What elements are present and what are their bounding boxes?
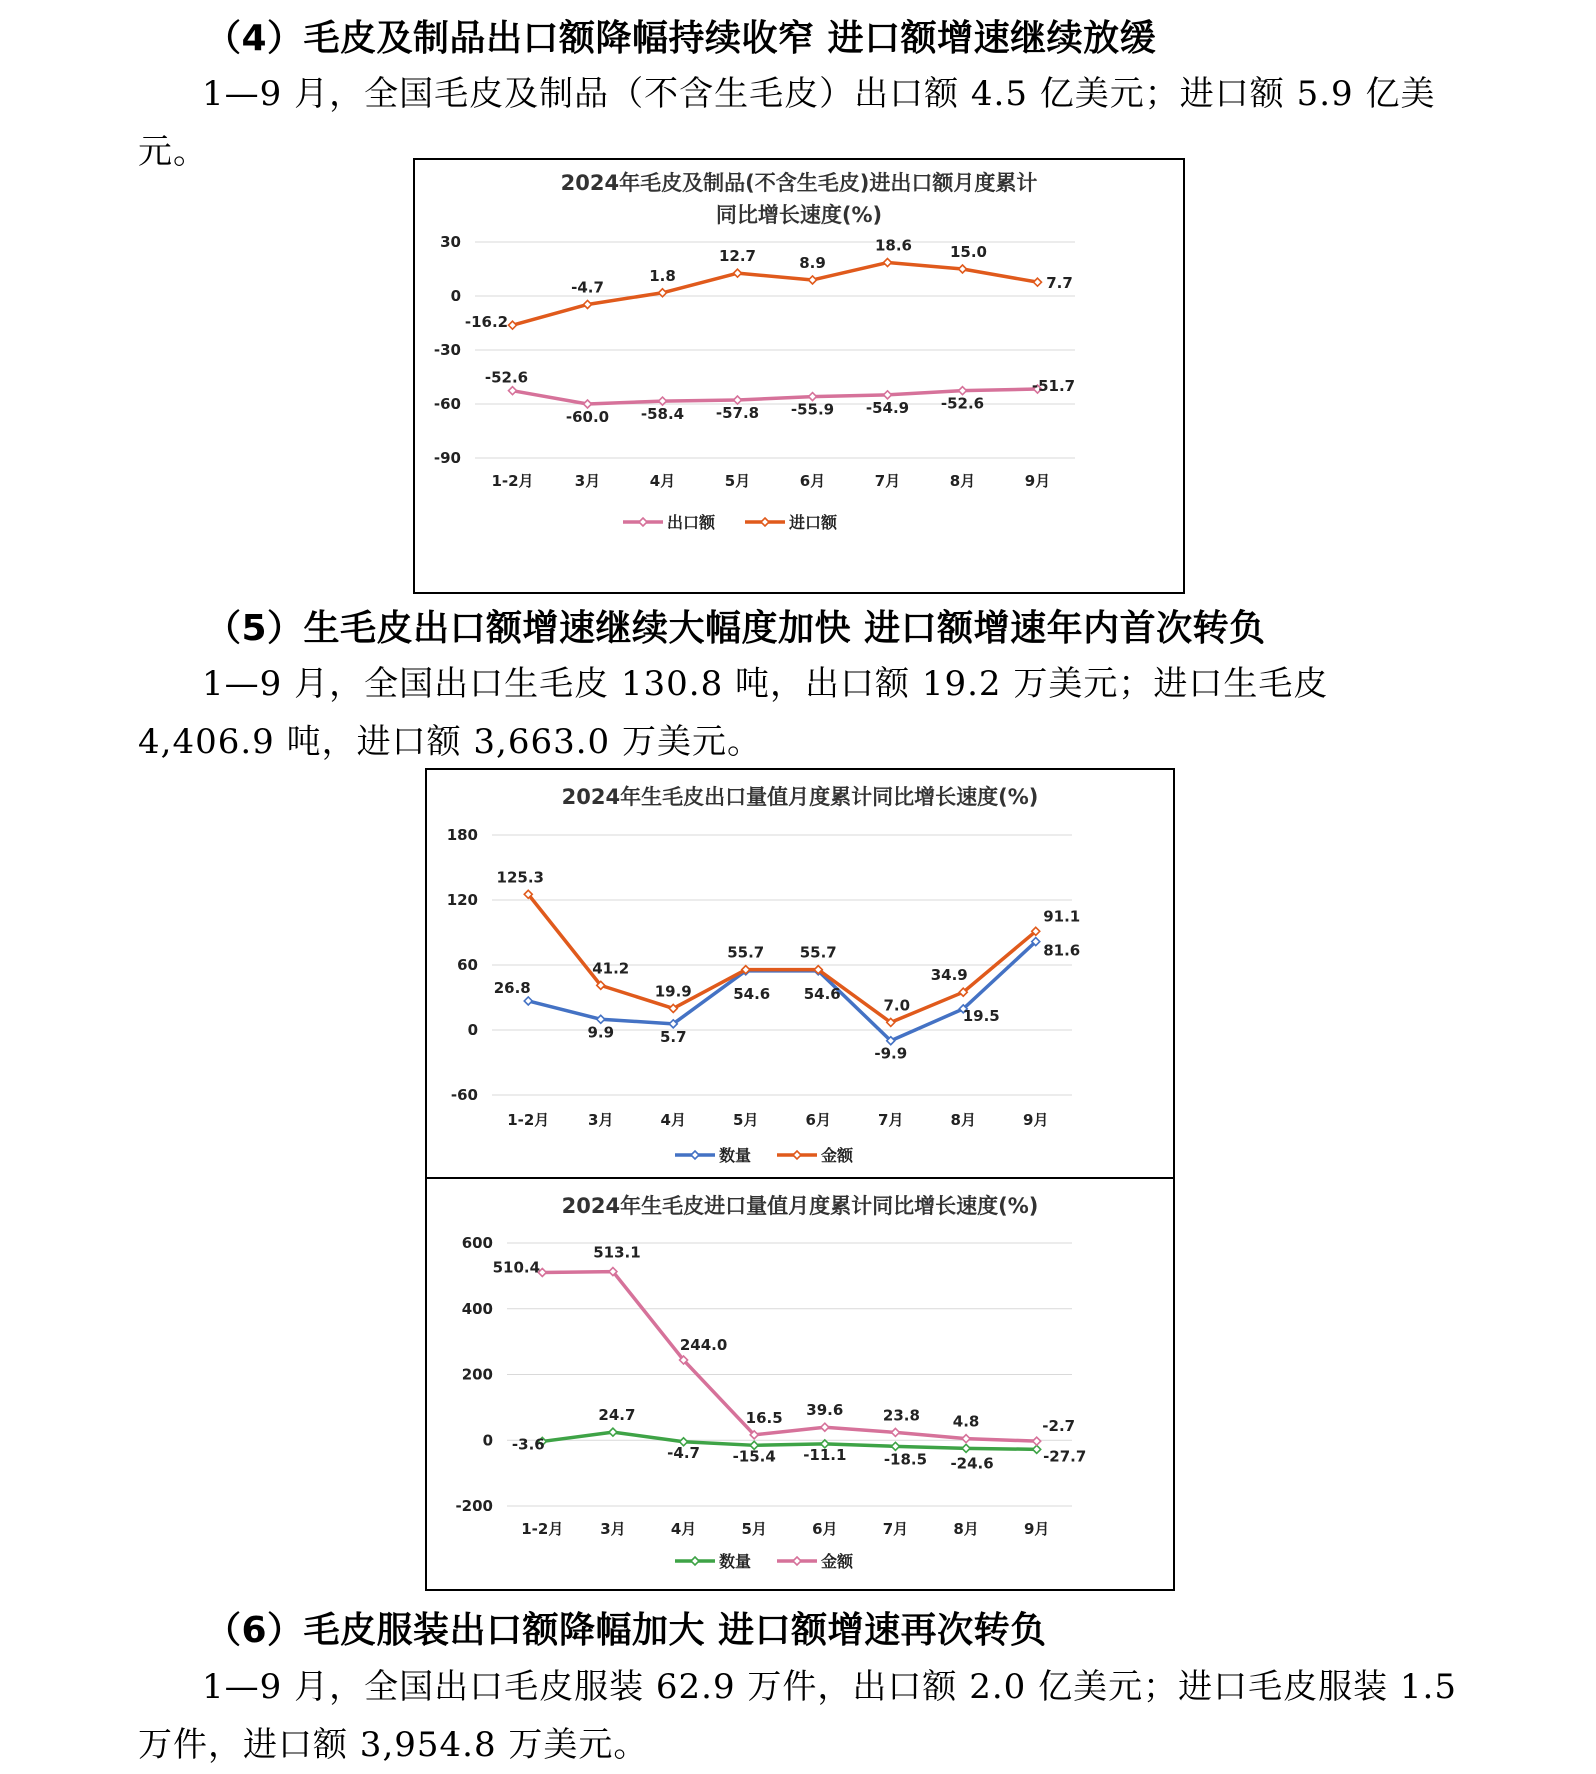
- data-label: 19.5: [962, 1006, 1000, 1025]
- data-label: 55.7: [799, 943, 837, 962]
- data-label: 19.9: [654, 982, 692, 1001]
- data-label: 23.8: [882, 1406, 920, 1425]
- y-tick-label: -30: [433, 341, 461, 359]
- y-tick-label: 0: [450, 287, 461, 305]
- data-point: [809, 276, 817, 284]
- data-label: 15.0: [949, 243, 988, 261]
- x-tick-label: 3月: [574, 472, 601, 490]
- data-label: 41.2: [592, 959, 630, 978]
- data-label: 34.9: [930, 966, 968, 985]
- data-point: [1033, 1437, 1041, 1445]
- data-label: -60.0: [565, 408, 610, 426]
- legend-marker: [691, 1151, 699, 1159]
- section5-paragraph: 1—9 月，全国出口生毛皮 130.8 吨，出口额 19.2 万美元；进口生毛皮 4,406.9 吨，进口额 3,663.0 万美元。: [138, 664, 1329, 762]
- data-point: [734, 396, 742, 404]
- x-tick-label: 6月: [805, 1111, 831, 1129]
- data-label: -16.2: [464, 313, 509, 332]
- legend-marker: [691, 1557, 699, 1565]
- data-label: 244.0: [679, 1336, 728, 1355]
- y-tick-label: 200: [461, 1365, 493, 1384]
- data-label: 39.6: [806, 1401, 844, 1420]
- x-tick-label: 5月: [724, 472, 751, 490]
- data-point: [734, 269, 742, 277]
- x-tick-label: 3月: [600, 1520, 626, 1538]
- x-tick-label: 7月: [882, 1520, 909, 1538]
- x-tick-label: 7月: [878, 1111, 904, 1129]
- x-tick-label: 6月: [799, 472, 826, 490]
- data-label: -51.7: [1031, 377, 1076, 396]
- chart-fur-products: [413, 158, 1185, 594]
- data-label: 4.8: [952, 1412, 980, 1431]
- legend-marker: [761, 518, 769, 526]
- data-point: [962, 1435, 970, 1443]
- chart-title: 2024年生毛皮进口量值月度累计同比增长速度(%): [561, 1194, 1039, 1218]
- data-label: -24.6: [950, 1454, 994, 1473]
- legend-label: 数量: [719, 1146, 752, 1165]
- data-label: 8.9: [799, 253, 826, 272]
- data-point: [891, 1428, 899, 1436]
- data-label: -4.7: [571, 278, 604, 297]
- y-tick-label: -90: [433, 449, 461, 467]
- data-point: [1033, 1445, 1041, 1453]
- data-label: 26.8: [493, 978, 531, 997]
- data-label: 9.9: [587, 1023, 615, 1042]
- data-label: -4.7: [667, 1443, 700, 1462]
- y-tick-label: 0: [482, 1431, 493, 1450]
- x-tick-label: 8月: [950, 1111, 976, 1129]
- data-label: -11.1: [803, 1445, 847, 1464]
- section6-paragraph: 1—9 月，全国出口毛皮服装 62.9 万件，出口额 2.0 亿美元；进口毛皮服装 1.5 万件，进口额 3,954.8 万美元。: [138, 1667, 1457, 1765]
- chart-title: 2024年毛皮及制品(不含生毛皮)进出口额月度累计: [560, 171, 1038, 195]
- legend-marker: [793, 1151, 801, 1159]
- series-line: [528, 894, 1036, 1022]
- data-label: 7.0: [883, 996, 911, 1015]
- y-tick-label: -60: [433, 395, 461, 413]
- x-tick-label: 7月: [874, 472, 901, 490]
- data-point: [584, 400, 592, 408]
- data-label: 510.4: [492, 1258, 541, 1277]
- x-tick-label: 8月: [949, 472, 976, 490]
- legend-label: 金额: [821, 1552, 854, 1571]
- legend-label: 金额: [821, 1146, 854, 1165]
- data-label: 12.7: [718, 247, 757, 266]
- y-tick-label: -200: [455, 1497, 493, 1515]
- data-point: [821, 1423, 829, 1431]
- data-label: -2.7: [1042, 1417, 1076, 1436]
- y-tick-label: 30: [440, 233, 461, 251]
- section5-heading: （5）生毛皮出口额增速继续大幅度加快 进口额增速年内首次转负: [205, 608, 1266, 649]
- data-label: 513.1: [593, 1243, 641, 1262]
- chart-title: 同比增长速度(%): [715, 203, 883, 227]
- data-label: 55.7: [727, 943, 765, 962]
- chart-raw-fur-export-svg: [427, 770, 1173, 1177]
- data-point: [959, 265, 967, 273]
- x-tick-label: 9月: [1023, 1520, 1050, 1538]
- data-point: [584, 300, 592, 308]
- data-label: -52.6: [940, 394, 985, 413]
- data-label: 54.6: [733, 984, 771, 1003]
- section4-heading: （4）毛皮及制品出口额降幅持续收窄 进口额增速继续放缓: [205, 18, 1157, 59]
- data-point: [524, 997, 532, 1005]
- x-tick-label: 4月: [670, 1520, 697, 1538]
- chart-raw-fur-import-svg: [427, 1179, 1173, 1589]
- x-tick-label: 9月: [1023, 1111, 1049, 1129]
- x-tick-label: 6月: [812, 1520, 838, 1538]
- y-tick-label: 600: [461, 1234, 493, 1252]
- data-label: 91.1: [1043, 907, 1081, 926]
- x-tick-label: 4月: [660, 1111, 686, 1129]
- data-label: -15.4: [732, 1447, 776, 1466]
- data-label: -3.6: [511, 1435, 545, 1454]
- data-label: -55.9: [790, 400, 835, 419]
- legend-label: 进口额: [789, 513, 838, 532]
- y-tick-label: -60: [450, 1086, 478, 1104]
- x-tick-label: 3月: [588, 1111, 614, 1129]
- data-label: -18.5: [883, 1450, 928, 1469]
- data-label: -52.6: [484, 368, 529, 387]
- data-label: -58.4: [640, 405, 685, 424]
- y-tick-label: 0: [467, 1021, 478, 1039]
- data-label: -9.9: [874, 1044, 908, 1063]
- y-tick-label: 180: [446, 826, 478, 844]
- legend-label: 出口额: [667, 513, 716, 532]
- data-point: [609, 1428, 617, 1436]
- x-tick-label: 9月: [1024, 472, 1051, 490]
- legend-marker: [639, 518, 647, 526]
- legend-marker: [793, 1557, 801, 1565]
- chart-fur-products-svg: [415, 160, 1183, 592]
- data-label: -57.8: [715, 404, 760, 423]
- y-tick-label: 400: [461, 1299, 493, 1318]
- x-tick-label: 1-2月: [521, 1520, 564, 1538]
- data-label: 5.7: [659, 1027, 687, 1046]
- data-label: 1.8: [649, 266, 676, 285]
- data-label: 18.6: [874, 236, 913, 255]
- data-point: [962, 1444, 970, 1452]
- chart-raw-fur-export: [425, 768, 1175, 1179]
- data-point: [891, 1442, 899, 1450]
- data-point: [509, 321, 517, 329]
- data-label: 81.6: [1043, 941, 1081, 960]
- data-label: -54.9: [865, 398, 910, 417]
- data-label: 16.5: [745, 1408, 783, 1427]
- chart-raw-fur-import: [425, 1177, 1175, 1591]
- x-tick-label: 5月: [741, 1520, 767, 1538]
- data-point: [1034, 278, 1042, 286]
- data-point: [884, 259, 892, 267]
- x-tick-label: 8月: [953, 1520, 979, 1538]
- data-label: 54.6: [803, 984, 841, 1003]
- data-point: [884, 391, 892, 399]
- x-tick-label: 5月: [733, 1111, 759, 1129]
- data-label: -27.7: [1043, 1447, 1087, 1466]
- chart-title: 2024年生毛皮出口量值月度累计同比增长速度(%): [561, 785, 1039, 809]
- data-label: 125.3: [496, 868, 544, 887]
- data-point: [959, 387, 967, 395]
- data-point: [509, 387, 517, 395]
- data-point: [809, 393, 817, 401]
- x-tick-label: 1-2月: [491, 472, 534, 490]
- data-label: 7.7: [1046, 274, 1073, 293]
- y-tick-label: 120: [446, 891, 478, 909]
- data-label: 24.7: [598, 1406, 636, 1425]
- legend-label: 数量: [719, 1552, 752, 1571]
- section4-paragraph: 1—9 月，全国毛皮及制品（不含生毛皮）出口额 4.5 亿美元；进口额 5.9 亿美元。: [138, 74, 1436, 172]
- x-tick-label: 1-2月: [507, 1111, 550, 1129]
- section6-heading: （6）毛皮服装出口额降幅加大 进口额增速再次转负: [205, 1610, 1047, 1651]
- y-tick-label: 60: [457, 956, 478, 974]
- data-point: [597, 1015, 605, 1023]
- x-tick-label: 4月: [649, 472, 676, 490]
